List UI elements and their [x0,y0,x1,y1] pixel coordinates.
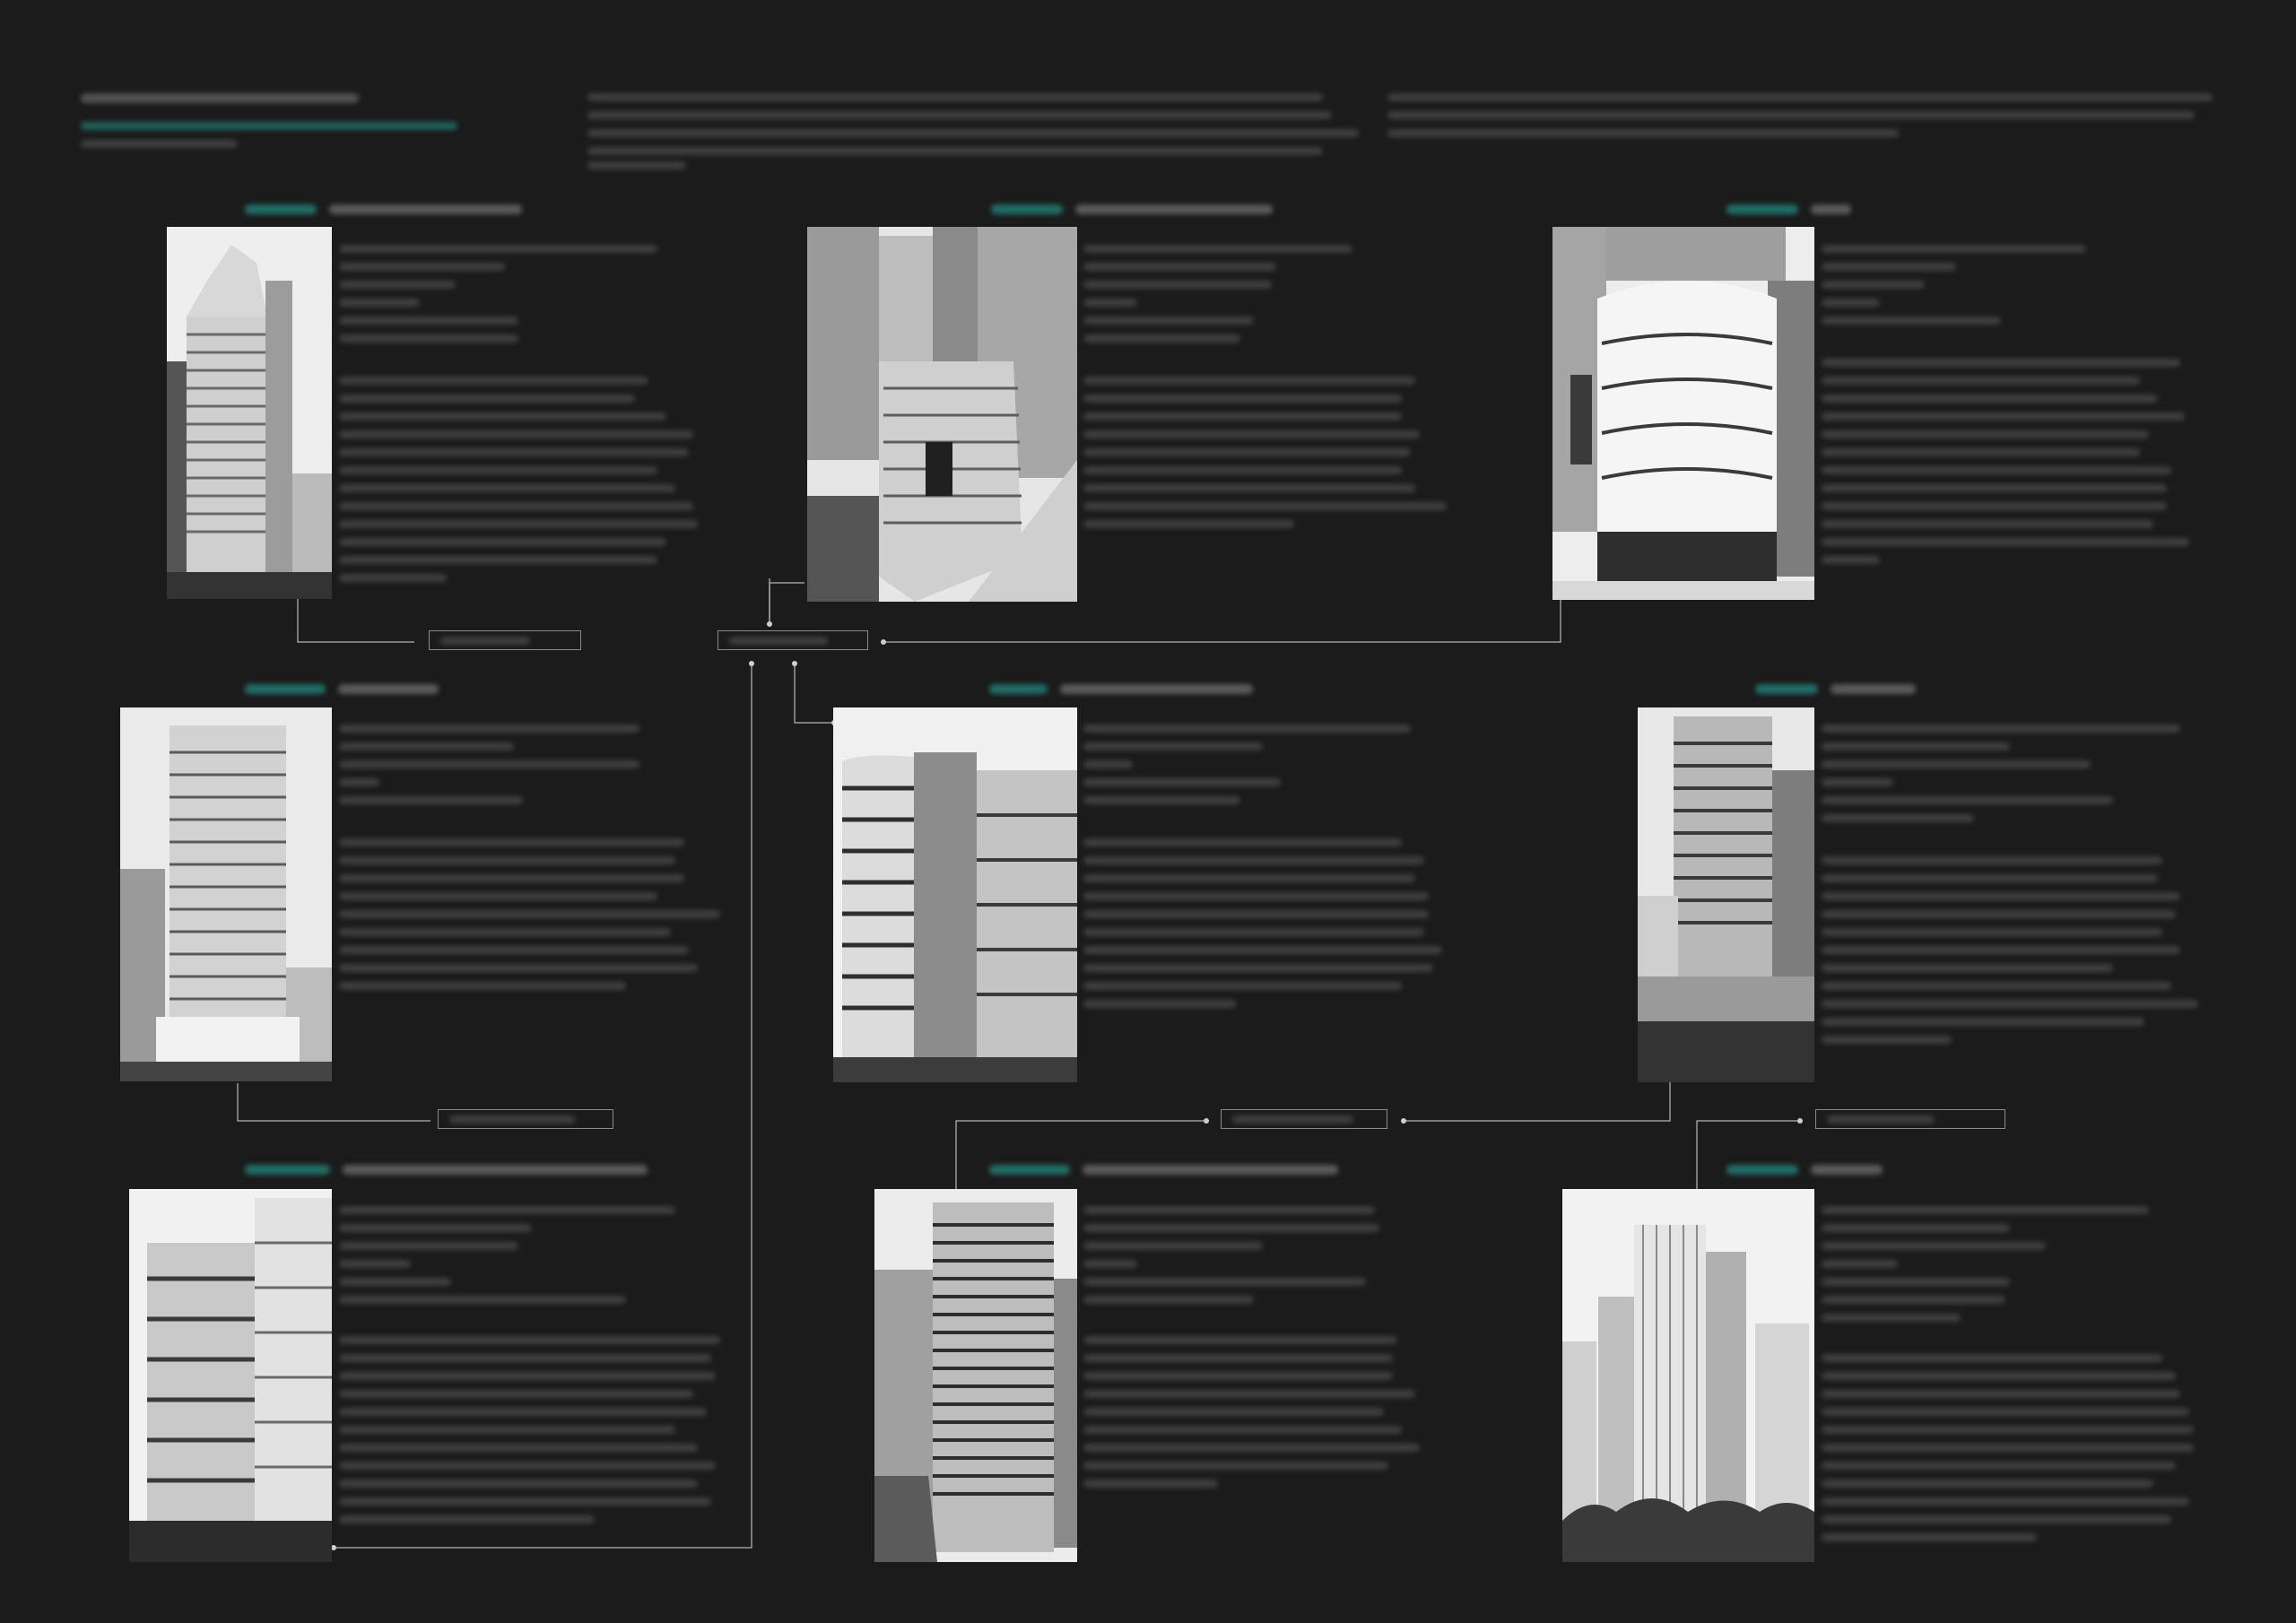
connector-label [438,1109,613,1129]
connector-label [1221,1109,1387,1129]
card-name [343,1165,648,1175]
card-name [338,684,439,694]
card-code [1726,1165,1798,1175]
card-code [245,204,317,214]
connector-label [718,630,868,650]
building-photo [833,707,1077,1082]
building-photo [1562,1189,1814,1562]
building-photo [167,227,332,599]
card-title [989,679,1253,699]
card-title [245,199,522,219]
building-photo [120,707,332,1081]
card-title [1755,679,1916,699]
card-name [329,204,522,214]
building-photo [1552,227,1814,600]
card-code [1726,204,1798,214]
building-photo [1638,707,1814,1082]
card-title [989,1159,1338,1179]
card-code [1755,684,1818,694]
card-name [1811,204,1851,214]
building-photo [874,1189,1077,1562]
card-title [1726,1159,1883,1179]
card-code [989,1165,1070,1175]
card-code [245,684,326,694]
connector-label [1815,1109,2005,1129]
card-name [1811,1165,1883,1175]
card-title [991,199,1273,219]
card-code [991,204,1063,214]
card-code [245,1165,330,1175]
building-photo [129,1189,332,1562]
card-name [1060,684,1253,694]
card-name [1831,684,1916,694]
connector-label [429,630,581,650]
card-name [1083,1165,1338,1175]
header-intro-b [0,0,1,1]
card-title [245,679,439,699]
building-photo [807,227,1077,602]
card-name [1075,204,1273,214]
card-code [989,684,1048,694]
header-title [0,0,1,1]
header-intro-a [0,0,1,1]
card-title [245,1159,648,1179]
card-title [1726,199,1851,219]
